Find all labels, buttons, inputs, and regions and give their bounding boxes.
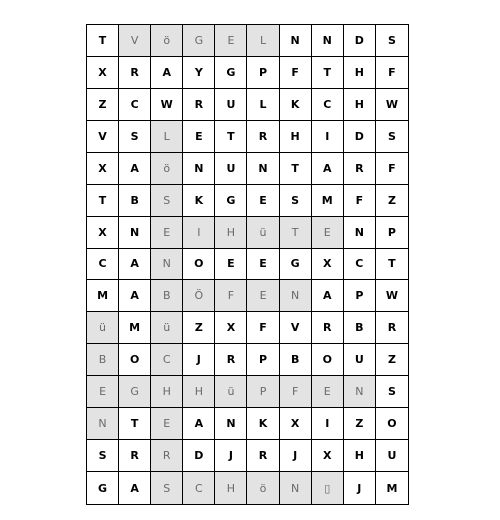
grid-cell-r1-c0[interactable]: X (87, 57, 119, 89)
grid-cell-r11-c5[interactable]: P (247, 376, 279, 408)
grid-cell-r12-c1[interactable]: T (119, 408, 151, 440)
grid-cell-r8-c7[interactable]: A (312, 280, 344, 312)
grid-cell-r13-c6[interactable]: J (280, 440, 312, 472)
grid-cell-r3-c3[interactable]: E (183, 121, 215, 153)
grid-cell-r6-c4[interactable]: H (215, 217, 247, 249)
grid-cell-r11-c8[interactable]: N (344, 376, 376, 408)
grid-cell-r2-c7[interactable]: C (312, 89, 344, 121)
grid-cell-r1-c1[interactable]: R (119, 57, 151, 89)
grid-cell-r8-c6[interactable]: N (280, 280, 312, 312)
grid-cell-r1-c3[interactable]: Y (183, 57, 215, 89)
grid-cell-r7-c3[interactable]: O (183, 249, 215, 281)
grid-cell-r4-c5[interactable]: N (247, 153, 279, 185)
grid-cell-r0-c8[interactable]: D (344, 25, 376, 57)
grid-cell-r11-c4[interactable]: ü (215, 376, 247, 408)
grid-cell-r14-c1[interactable]: A (119, 472, 151, 504)
grid-cell-r6-c5[interactable]: ü (247, 217, 279, 249)
grid-cell-r6-c6[interactable]: T (280, 217, 312, 249)
grid-cell-r14-c3[interactable]: C (183, 472, 215, 504)
grid-cell-r11-c9[interactable]: S (376, 376, 408, 408)
grid-cell-r1-c7[interactable]: T (312, 57, 344, 89)
grid-cell-r7-c1[interactable]: A (119, 249, 151, 281)
grid-cell-r14-c7[interactable]: ▯ (312, 472, 344, 504)
grid-cell-r8-c9[interactable]: W (376, 280, 408, 312)
grid-cell-r1-c4[interactable]: G (215, 57, 247, 89)
grid-cell-r12-c6[interactable]: X (280, 408, 312, 440)
grid-cell-r0-c5[interactable]: L (247, 25, 279, 57)
grid-cell-r5-c8[interactable]: F (344, 185, 376, 217)
grid-cell-r13-c7[interactable]: X (312, 440, 344, 472)
grid-cell-r4-c7[interactable]: A (312, 153, 344, 185)
grid-cell-r12-c5[interactable]: K (247, 408, 279, 440)
grid-cell-r8-c4[interactable]: F (215, 280, 247, 312)
grid-cell-r1-c6[interactable]: F (280, 57, 312, 89)
grid-cell-r4-c3[interactable]: N (183, 153, 215, 185)
grid-cell-r8-c3[interactable]: Ö (183, 280, 215, 312)
grid-cell-r0-c4[interactable]: E (215, 25, 247, 57)
grid-cell-r12-c9[interactable]: O (376, 408, 408, 440)
grid-cell-r9-c4[interactable]: X (215, 312, 247, 344)
grid-cell-r5-c2[interactable]: S (151, 185, 183, 217)
grid-cell-r12-c8[interactable]: Z (344, 408, 376, 440)
grid-cell-r9-c3[interactable]: Z (183, 312, 215, 344)
grid-cell-r0-c0[interactable]: T (87, 25, 119, 57)
grid-cell-r3-c1[interactable]: S (119, 121, 151, 153)
grid-cell-r12-c2[interactable]: E (151, 408, 183, 440)
grid-cell-r6-c3[interactable]: I (183, 217, 215, 249)
grid-cell-r14-c4[interactable]: H (215, 472, 247, 504)
grid-cell-r2-c5[interactable]: L (247, 89, 279, 121)
grid-cell-r4-c0[interactable]: X (87, 153, 119, 185)
grid-cell-r11-c2[interactable]: H (151, 376, 183, 408)
grid-cell-r3-c5[interactable]: R (247, 121, 279, 153)
grid-cell-r10-c1[interactable]: O (119, 344, 151, 376)
grid-cell-r7-c4[interactable]: E (215, 249, 247, 281)
grid-cell-r7-c6[interactable]: G (280, 249, 312, 281)
grid-cell-r13-c5[interactable]: R (247, 440, 279, 472)
grid-cell-r9-c5[interactable]: F (247, 312, 279, 344)
grid-cell-r10-c9[interactable]: Z (376, 344, 408, 376)
grid-cell-r13-c4[interactable]: J (215, 440, 247, 472)
grid-cell-r3-c7[interactable]: I (312, 121, 344, 153)
grid-cell-r3-c2[interactable]: L (151, 121, 183, 153)
grid-cell-r6-c1[interactable]: N (119, 217, 151, 249)
grid-cell-r9-c0[interactable]: ü (87, 312, 119, 344)
grid-cell-r12-c4[interactable]: N (215, 408, 247, 440)
grid-cell-r8-c0[interactable]: M (87, 280, 119, 312)
grid-cell-r4-c6[interactable]: T (280, 153, 312, 185)
grid-cell-r7-c2[interactable]: N (151, 249, 183, 281)
grid-cell-r10-c0[interactable]: B (87, 344, 119, 376)
grid-cell-r3-c6[interactable]: H (280, 121, 312, 153)
grid-cell-r10-c8[interactable]: U (344, 344, 376, 376)
grid-cell-r12-c0[interactable]: N (87, 408, 119, 440)
grid-cell-r8-c2[interactable]: B (151, 280, 183, 312)
grid-cell-r11-c3[interactable]: H (183, 376, 215, 408)
grid-cell-r5-c5[interactable]: E (247, 185, 279, 217)
grid-cell-r4-c1[interactable]: A (119, 153, 151, 185)
grid-cell-r13-c3[interactable]: D (183, 440, 215, 472)
grid-cell-r2-c4[interactable]: U (215, 89, 247, 121)
grid-cell-r6-c2[interactable]: E (151, 217, 183, 249)
grid-cell-r10-c4[interactable]: R (215, 344, 247, 376)
grid-cell-r11-c1[interactable]: G (119, 376, 151, 408)
grid-cell-r7-c5[interactable]: E (247, 249, 279, 281)
grid-cell-r0-c1[interactable]: V (119, 25, 151, 57)
grid-cell-r13-c8[interactable]: H (344, 440, 376, 472)
grid-cell-r4-c8[interactable]: R (344, 153, 376, 185)
grid-cell-r12-c7[interactable]: I (312, 408, 344, 440)
grid-cell-r5-c6[interactable]: S (280, 185, 312, 217)
grid-cell-r0-c9[interactable]: S (376, 25, 408, 57)
grid-cell-r6-c0[interactable]: X (87, 217, 119, 249)
grid-cell-r5-c0[interactable]: T (87, 185, 119, 217)
grid-cell-r5-c4[interactable]: G (215, 185, 247, 217)
grid-cell-r14-c0[interactable]: G (87, 472, 119, 504)
grid-cell-r3-c0[interactable]: V (87, 121, 119, 153)
grid-cell-r14-c5[interactable]: ö (247, 472, 279, 504)
grid-cell-r2-c3[interactable]: R (183, 89, 215, 121)
grid-cell-r13-c0[interactable]: S (87, 440, 119, 472)
grid-cell-r6-c7[interactable]: E (312, 217, 344, 249)
grid-cell-r1-c8[interactable]: H (344, 57, 376, 89)
grid-cell-r7-c8[interactable]: C (344, 249, 376, 281)
grid-cell-r0-c6[interactable]: N (280, 25, 312, 57)
grid-cell-r2-c8[interactable]: H (344, 89, 376, 121)
grid-cell-r1-c9[interactable]: F (376, 57, 408, 89)
grid-cell-r2-c9[interactable]: W (376, 89, 408, 121)
grid-cell-r10-c3[interactable]: J (183, 344, 215, 376)
grid-cell-r9-c8[interactable]: B (344, 312, 376, 344)
grid-cell-r4-c9[interactable]: F (376, 153, 408, 185)
grid-cell-r9-c6[interactable]: V (280, 312, 312, 344)
grid-cell-r3-c4[interactable]: T (215, 121, 247, 153)
grid-cell-r5-c3[interactable]: K (183, 185, 215, 217)
grid-cell-r13-c1[interactable]: R (119, 440, 151, 472)
grid-cell-r9-c7[interactable]: R (312, 312, 344, 344)
grid-cell-r7-c9[interactable]: T (376, 249, 408, 281)
grid-cell-r11-c0[interactable]: E (87, 376, 119, 408)
grid-cell-r3-c9[interactable]: S (376, 121, 408, 153)
grid-cell-r14-c9[interactable]: M (386, 481, 398, 495)
grid-cell-r2-c0[interactable]: Z (87, 89, 119, 121)
grid-cell-r7-c0[interactable]: C (87, 249, 119, 281)
grid-cell-r13-c2[interactable]: R (151, 440, 183, 472)
grid-cell-r2-c2[interactable]: W (151, 89, 183, 121)
grid-cell-r11-c6[interactable]: F (280, 376, 312, 408)
grid-cell-r0-c2[interactable]: ö (151, 25, 183, 57)
grid-cell-r6-c9[interactable]: P (376, 217, 408, 249)
grid-cell-r4-c2[interactable]: ö (151, 153, 183, 185)
grid-cell-r2-c1[interactable]: C (119, 89, 151, 121)
grid-cell-r11-c7[interactable]: E (312, 376, 344, 408)
grid-cell-r5-c7[interactable]: M (312, 185, 344, 217)
grid-cell-r13-c9[interactable]: U (376, 440, 408, 472)
grid-cell-r9-c2[interactable]: ü (151, 312, 183, 344)
grid-cell-r1-c5[interactable]: P (247, 57, 279, 89)
grid-cell-r8-c1[interactable]: A (119, 280, 151, 312)
grid-cell-r12-c3[interactable]: A (183, 408, 215, 440)
grid-cell-r6-c8[interactable]: N (344, 217, 376, 249)
grid-cell-r8-c8[interactable]: P (344, 280, 376, 312)
word-search-grid (86, 24, 409, 505)
grid-cell-r9-c9[interactable]: R (376, 312, 408, 344)
grid-cell-r10-c7[interactable]: O (312, 344, 344, 376)
grid-cell-r5-c9[interactable]: Z (376, 185, 408, 217)
grid-cell-r14-c2[interactable]: S (151, 472, 183, 504)
grid-cell-r2-c6[interactable]: K (280, 89, 312, 121)
grid-cell-r3-c8[interactable]: D (344, 121, 376, 153)
grid-cell-r7-c7[interactable]: X (312, 249, 344, 281)
grid-cell-r14-c6[interactable]: N (280, 472, 312, 504)
grid-cell-r10-c6[interactable]: B (280, 344, 312, 376)
grid-cell-r4-c4[interactable]: U (215, 153, 247, 185)
grid-cell-r0-c3[interactable]: G (183, 25, 215, 57)
grid-cell-r14-c8[interactable]: J (344, 472, 376, 504)
grid-cell-r0-c7[interactable]: N (312, 25, 344, 57)
grid-cell-r9-c1[interactable]: M (119, 312, 151, 344)
grid-cell-r1-c2[interactable]: A (151, 57, 183, 89)
grid-cell-r10-c5[interactable]: P (247, 344, 279, 376)
grid-cell-r10-c2[interactable]: C (151, 344, 183, 376)
grid-cell-r8-c5[interactable]: E (247, 280, 279, 312)
grid-cell-r5-c1[interactable]: B (119, 185, 151, 217)
